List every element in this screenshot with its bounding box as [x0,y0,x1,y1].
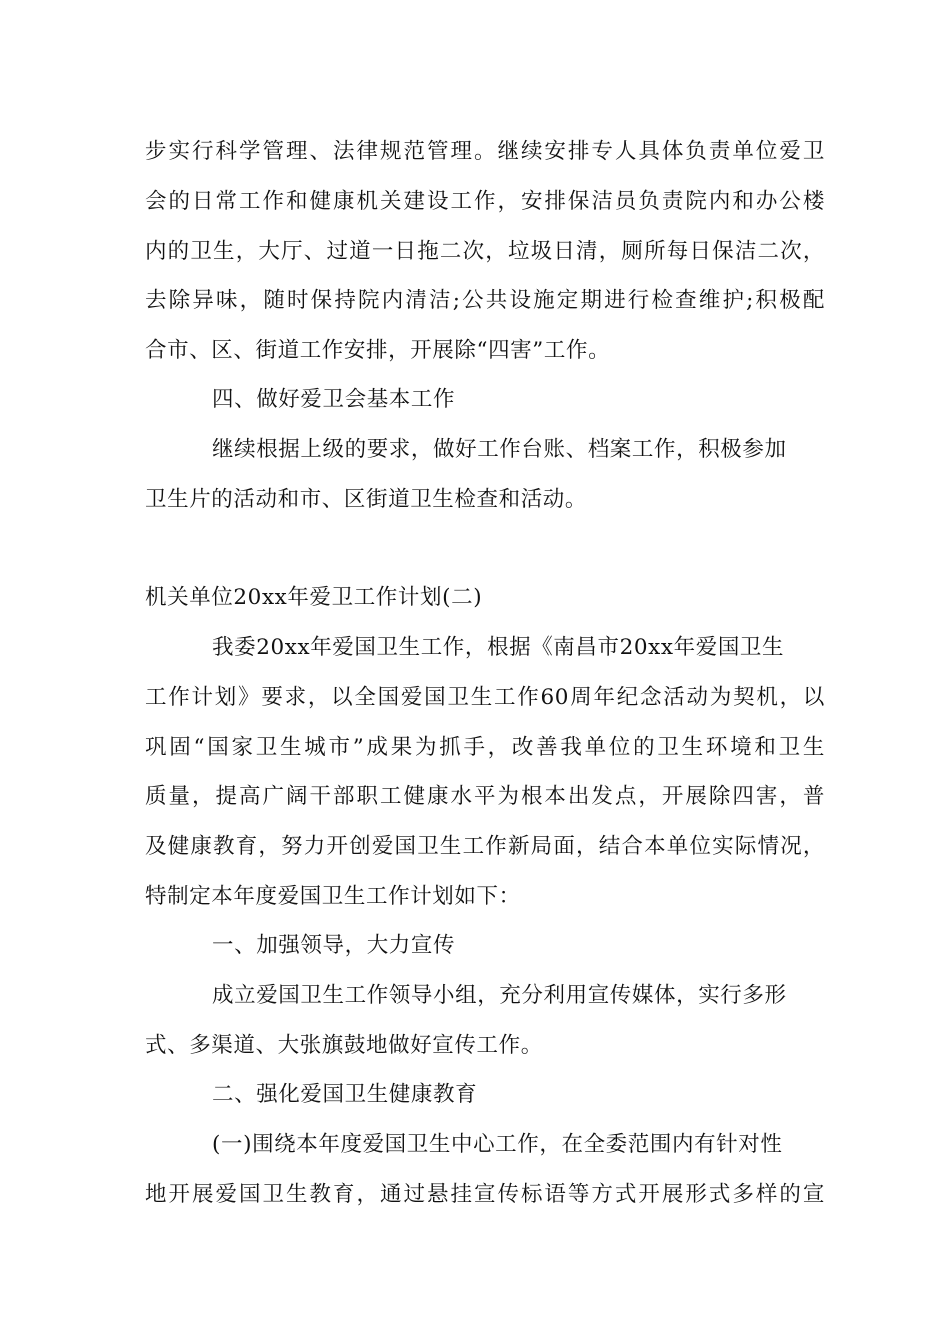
paragraph-line: 式、多渠道、大张旗鼓地做好宣传工作。 [145,1033,543,1058]
section-heading: 四、做好爱卫会基本工作 [212,387,456,412]
paragraph-line: 特制定本年度爱国卫生工作计划如下： [145,884,521,909]
paragraph-line: 去除异味，随时保持院内清洁;公共设施定期进行检查维护;积极配 [145,288,825,313]
paragraph-line: 会的日常工作和健康机关建设工作，安排保洁员负责院内和办公楼 [145,189,825,214]
paragraph-line: 及健康教育，努力开创爱国卫生工作新局面，结合本单位实际情况， [145,834,825,859]
paragraph-line: 我委20xx年爱国卫生工作，根据《南昌市20xx年爱国卫生 [212,635,785,660]
section-heading: 一、加强领导，大力宣传 [212,933,456,958]
paragraph-line: 工作计划》要求，以全国爱国卫生工作60周年纪念活动为契机，以 [145,685,825,710]
paragraph-line: 地开展爱国卫生教育，通过悬挂宣传标语等方式开展形式多样的宣 [145,1182,825,1207]
section-heading: 二、强化爱国卫生健康教育 [212,1082,478,1107]
paragraph-line: 卫生片的活动和市、区街道卫生检查和活动。 [145,487,588,512]
paragraph-line: 继续根据上级的要求，做好工作台账、档案工作，积极参加 [212,437,787,462]
paragraph-line: 巩固“国家卫生城市”成果为抓手，改善我单位的卫生环境和卫生 [145,735,825,760]
paragraph-line: 合市、区、街道工作安排，开展除“四害”工作。 [145,338,611,363]
paragraph-line: 内的卫生，大厅、过道一日拖二次，垃圾日清，厕所每日保洁二次， [145,239,825,264]
paragraph-line: (一)围绕本年度爱国卫生中心工作，在全委范围内有针对性 [212,1132,783,1157]
paragraph-line: 成立爱国卫生工作领导小组，充分利用宣传媒体，实行多形 [212,983,787,1008]
paragraph-line: 质量，提高广阔干部职工健康水平为根本出发点，开展除四害，普 [145,784,825,809]
document-title: 机关单位20xx年爱卫工作计划(二) [145,585,483,610]
paragraph-line: 步实行科学管理、法律规范管理。继续安排专人具体负责单位爱卫 [145,139,825,164]
